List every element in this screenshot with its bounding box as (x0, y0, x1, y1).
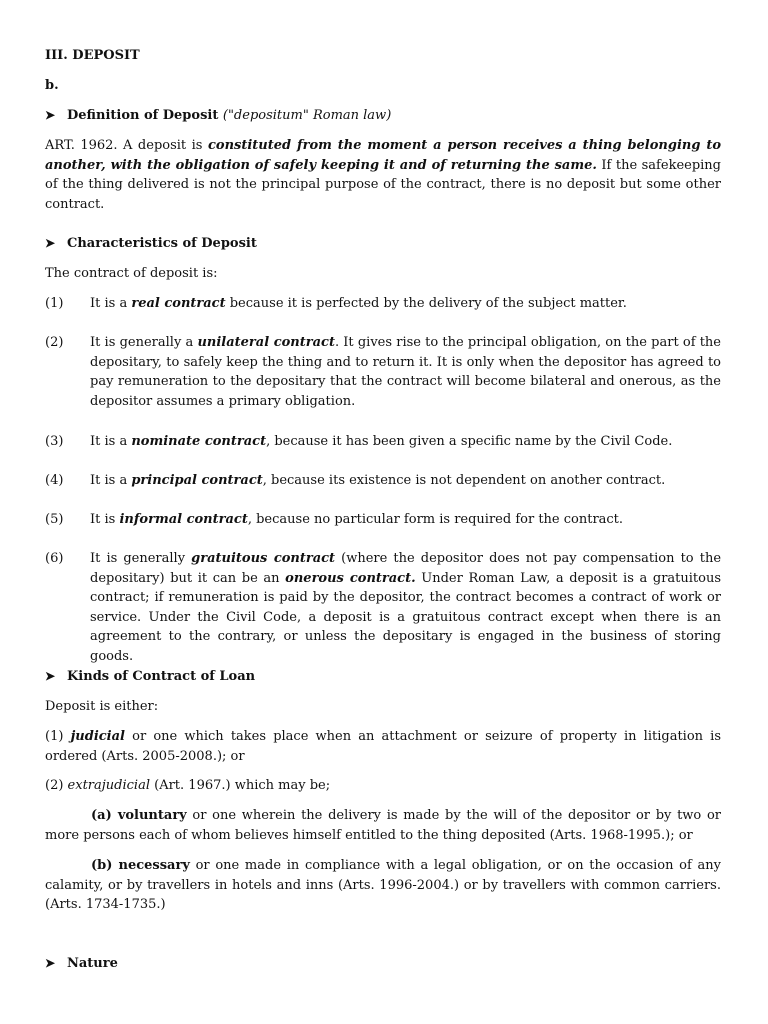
necessary-term: (b) necessary (91, 858, 190, 873)
kinds-heading (45, 667, 721, 687)
item-post: , because its existence is not dependent on another contract. (262, 473, 666, 488)
item-post: . It gives rise to the principal obligation, on the part of the depositary, to safely keep the thing and to return it. It is only when the depositor has agreed to pay remuneration to the depositary that the contract will become bilateral and onerous, as the depositor assumes a primary obligation. (90, 335, 721, 409)
nature-heading (45, 954, 721, 974)
necessary-rest: or one made in compliance with a legal obligation, or on the occasion of any calamity, or by travellers in hotels and inns (Arts. 1996-2004.) or by travellers with common carriers. (Arts. 1734-1735.) (45, 858, 721, 913)
extrajudicial-paragraph (45, 776, 721, 796)
arrow-bullet-icon: ➤ (45, 108, 56, 122)
voluntary-paragraph (45, 806, 721, 845)
arrow-bullet-icon: ➤ (45, 236, 56, 250)
definition-heading-text: Definition of Deposit (67, 108, 219, 123)
item-number: (5) (45, 512, 64, 527)
voluntary-rest: or one wherein the delivery is made by the will of the depositor or by two or more persons each of whom believes himself entitled to the thing deposited (Arts. 1968-1995.); or (45, 808, 721, 843)
item-post: because it is perfected by the delivery of the subject matter. (225, 296, 627, 311)
characteristic-item (45, 294, 721, 314)
item-number: (3) (45, 434, 64, 449)
item-mid: (where the depositor does not pay compensation to the depositary) but it can be an (90, 551, 722, 586)
judicial-term: judicial (70, 729, 125, 744)
item-term-2: onerous contract. (285, 570, 416, 586)
characteristic-item (45, 333, 721, 411)
article-emphasis: constituted from the moment a person receives a thing belonging to another, with the obligation of safely keeping it and of returning the same. (45, 138, 721, 173)
item-pre: It is a (90, 434, 132, 449)
sub-label: b. (45, 78, 59, 93)
item-number: (4) (45, 473, 64, 488)
judicial-paragraph (45, 727, 721, 766)
item-pre: It is generally a (90, 335, 198, 350)
article-rest: If the safekeeping of the thing delivered is not the principal purpose of the contract, there is no deposit but some other contract. (45, 157, 722, 212)
item-term: unilateral contract (197, 335, 335, 350)
item-pre: It is (90, 512, 120, 527)
voluntary-term: (a) voluntary (91, 808, 187, 823)
item-term: real contract (131, 296, 226, 311)
article-1962-paragraph (45, 136, 721, 214)
article-prefix: ART. 1962. A deposit is (45, 138, 208, 153)
arrow-bullet-icon: ➤ (45, 956, 56, 970)
definition-heading-note: ("depositum" Roman law) (222, 108, 392, 123)
item-term: gratuitous contract (191, 551, 336, 566)
extrajudicial-term: extrajudicial (67, 778, 150, 793)
characteristic-item (45, 471, 721, 491)
kinds-heading-text: Kinds of Contract of Loan (67, 669, 256, 684)
item-number: (1) (45, 296, 64, 311)
characteristic-item (45, 510, 721, 530)
definition-heading (45, 106, 721, 126)
item-term: principal contract (131, 473, 263, 488)
item-pre: It is generally (90, 551, 192, 566)
item-number: (2) (45, 335, 64, 350)
nature-heading-text: Nature (67, 956, 118, 971)
item-post: Under Roman Law, a deposit is a gratuitous contract; if remuneration is paid by the depositor, the contract becomes a contract of work or service. Under the Civil Code, a deposit is a gratuitous contract except when there is an agreement to the contrary, or unless the depositary is engaged in the business of storing goods. (90, 570, 722, 664)
judicial-number: (1) (45, 729, 71, 744)
characteristic-item (45, 432, 721, 452)
extrajudicial-rest: (Art. 1967.) which may be; (150, 778, 331, 793)
item-pre: It is a (90, 296, 132, 311)
characteristics-heading (45, 234, 721, 254)
item-pre: It is a (90, 473, 132, 488)
characteristics-intro: The contract of deposit is: (45, 266, 218, 281)
item-post: , because no particular form is required for the contract. (247, 512, 624, 527)
arrow-bullet-icon: ➤ (45, 669, 56, 683)
section-title: III. DEPOSIT (45, 48, 140, 63)
extrajudicial-number: (2) (45, 778, 68, 793)
characteristic-item (45, 549, 721, 667)
judicial-rest: or one which takes place when an attachment or seizure of property in litigation is ordered (Arts. 2005-2008.); or (45, 729, 722, 764)
item-term: nominate contract (131, 434, 267, 449)
characteristics-heading-text: Characteristics of Deposit (67, 236, 257, 251)
kinds-intro: Deposit is either: (45, 699, 159, 714)
item-post: , because it has been given a specific name by the Civil Code. (266, 434, 673, 449)
item-term: informal contract (119, 512, 248, 527)
necessary-paragraph (45, 856, 721, 915)
item-number: (6) (45, 551, 64, 566)
